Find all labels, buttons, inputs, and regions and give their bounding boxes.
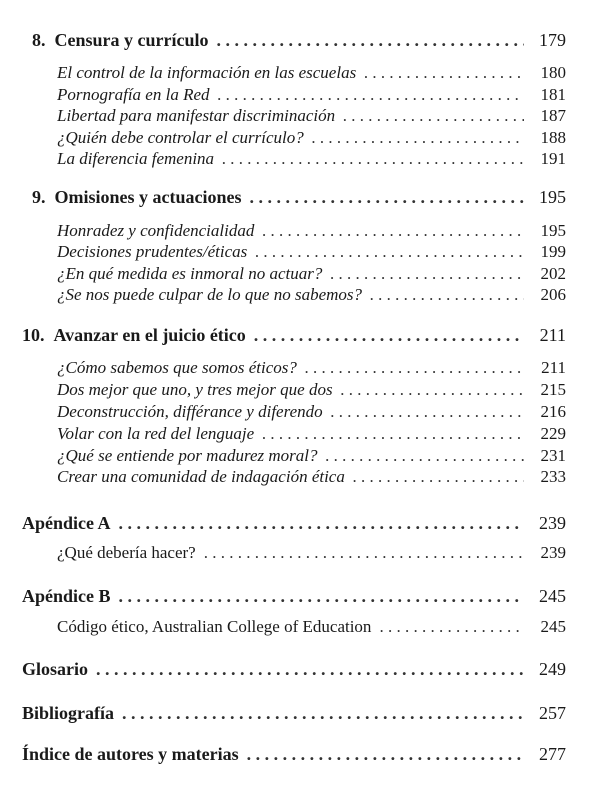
section-title: ¿En qué medida es inmoral no actuar?: [57, 264, 323, 283]
dot-leader: [353, 467, 524, 487]
section-entry[interactable]: [57, 424, 566, 444]
section-title: Dos mejor que uno, y tres mejor que dos: [57, 380, 333, 399]
page-number: 229: [540, 424, 566, 443]
page-number: 199: [540, 242, 566, 261]
section-entry[interactable]: [57, 242, 566, 262]
page-number: 195: [539, 187, 566, 207]
section-title: ¿Se nos puede culpar de lo que no sabemos?: [57, 285, 363, 304]
section-entry[interactable]: [57, 149, 566, 169]
dot-leader: [379, 617, 524, 637]
page-number: 257: [539, 703, 566, 723]
section-title: ¿Qué debería hacer?: [57, 543, 196, 562]
dot-leader: [343, 106, 524, 126]
section-title: Código ético, Australian College of Education: [57, 617, 372, 636]
section-title: Deconstrucción, différance y diferendo: [57, 402, 323, 421]
dot-leader: [250, 187, 525, 208]
back-matter-title: Bibliografía: [22, 703, 115, 723]
page-number: 206: [540, 285, 566, 304]
section-title: Pornografía en la Red: [57, 85, 210, 104]
glossary-entry[interactable]: [22, 659, 566, 680]
chapter-title: Omisiones y actuaciones: [54, 187, 242, 207]
back-matter-title: Índice de autores y materias: [22, 744, 239, 764]
page-number: 211: [541, 358, 566, 377]
chapter-9-entry[interactable]: [32, 187, 566, 208]
page-number: 245: [540, 617, 566, 636]
page-number: 233: [540, 467, 566, 486]
section-entry[interactable]: [57, 402, 566, 422]
dot-leader: [331, 402, 524, 422]
bibliography-entry[interactable]: [22, 703, 566, 724]
page-number: 215: [540, 380, 566, 399]
page-number: 187: [540, 106, 566, 125]
page-number: 249: [539, 659, 566, 679]
chapter-number: 9.: [32, 187, 46, 207]
appendix-title: Apéndice A: [22, 513, 111, 533]
index-entry[interactable]: [22, 744, 566, 765]
section-entry[interactable]: [57, 446, 566, 466]
section-entry[interactable]: [57, 358, 566, 378]
appendix-title: Apéndice B: [22, 586, 111, 606]
section-entry[interactable]: [57, 543, 566, 563]
page-number: 211: [539, 325, 566, 345]
dot-leader: [305, 358, 524, 378]
section-title: La diferencia femenina: [57, 149, 215, 168]
page-number: 202: [540, 264, 566, 283]
page-number: 277: [539, 744, 566, 764]
section-entry[interactable]: [57, 221, 566, 241]
section-entry[interactable]: [57, 128, 566, 148]
section-title: Crear una comunidad de indagación ética: [57, 467, 345, 486]
section-title: Decisiones prudentes/éticas: [57, 242, 248, 261]
dot-leader: [247, 744, 524, 765]
dot-leader: [312, 128, 524, 148]
appendix-a-entry[interactable]: [22, 513, 566, 534]
page-number: 195: [540, 221, 566, 240]
chapter-10-entry[interactable]: [22, 325, 566, 346]
section-title: ¿Qué se entiende por madurez moral?: [57, 446, 318, 465]
dot-leader: [255, 242, 524, 262]
page-number: 239: [540, 543, 566, 562]
section-entry[interactable]: [57, 85, 566, 105]
dot-leader: [122, 703, 524, 724]
page-number: 191: [540, 149, 566, 168]
dot-leader: [96, 659, 524, 680]
section-entry[interactable]: [57, 264, 566, 284]
section-title: ¿Cómo sabemos que somos éticos?: [57, 358, 297, 377]
section-entry[interactable]: [57, 106, 566, 126]
section-entry[interactable]: [57, 63, 566, 83]
back-matter-title: Glosario: [22, 659, 88, 679]
page-number: 245: [539, 586, 566, 606]
section-title: Libertad para manifestar discriminación: [57, 106, 336, 125]
chapter-number: 8.: [32, 30, 46, 50]
dot-leader: [341, 380, 524, 400]
chapter-8-entry[interactable]: [32, 30, 566, 51]
chapter-number: 10.: [22, 325, 45, 345]
page-number: 188: [540, 128, 566, 147]
section-title: Honradez y confidencialidad: [57, 221, 255, 240]
dot-leader: [364, 63, 524, 83]
section-title: Volar con la red del lenguaje: [57, 424, 255, 443]
dot-leader: [254, 325, 524, 346]
section-entry[interactable]: [57, 285, 566, 305]
appendix-b-entry[interactable]: [22, 586, 566, 607]
dot-leader: [222, 149, 524, 169]
dot-leader: [119, 513, 524, 534]
dot-leader: [370, 285, 524, 305]
section-entry[interactable]: [57, 617, 566, 637]
dot-leader: [119, 586, 524, 607]
dot-leader: [262, 221, 524, 241]
dot-leader: [204, 543, 524, 563]
chapter-title: Avanzar en el juicio ético: [53, 325, 246, 345]
dot-leader: [262, 424, 524, 444]
page-number: 216: [540, 402, 566, 421]
section-title: ¿Quién debe controlar el currículo?: [57, 128, 304, 147]
section-entry[interactable]: [57, 467, 566, 487]
dot-leader: [218, 85, 524, 105]
page-number: 231: [540, 446, 566, 465]
chapter-title: Censura y currículo: [54, 30, 209, 50]
page-number: 181: [540, 85, 566, 104]
section-title: El control de la información en las escuelas: [57, 63, 357, 82]
dot-leader: [330, 264, 524, 284]
section-entry[interactable]: [57, 380, 566, 400]
dot-leader: [325, 446, 524, 466]
page-number: 180: [540, 63, 566, 82]
dot-leader: [216, 30, 524, 51]
page-number: 239: [539, 513, 566, 533]
page-number: 179: [539, 30, 566, 50]
